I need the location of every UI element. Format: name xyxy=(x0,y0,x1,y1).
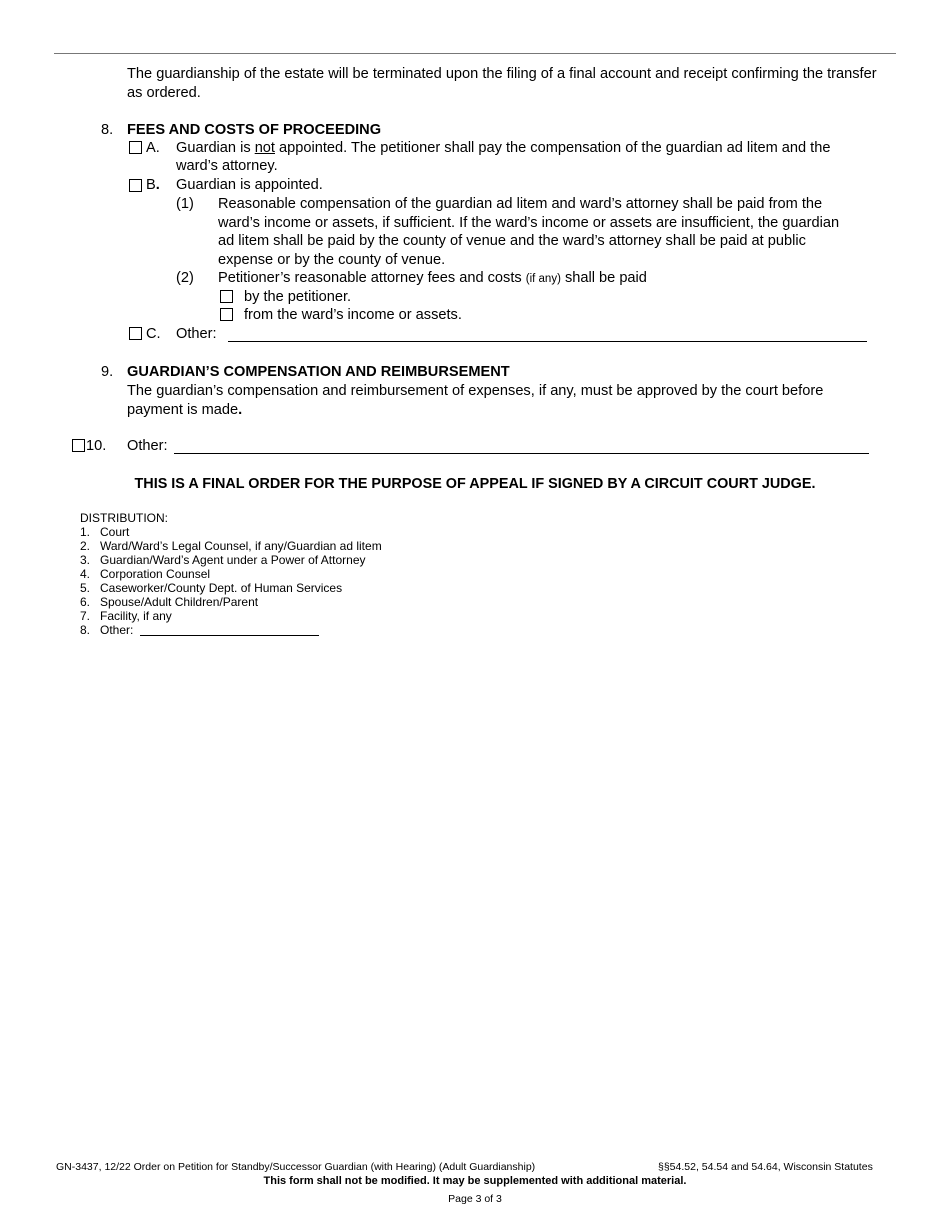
section-8-title: FEES AND COSTS OF PROCEEDING xyxy=(127,122,382,138)
section-10-input-line[interactable] xyxy=(174,453,869,454)
fees-b-item-2-text: Petitioner’s reasonable attorney fees and costs (if any) shall be paid xyxy=(218,270,647,286)
list-item: 4. Corporation Counsel xyxy=(80,567,211,581)
footer-form-id: GN-3437, 12/22 Order on Petition for Standby/Successor Guardian (with Hearing) (Adult Guardianship) xyxy=(56,1161,536,1173)
fees-option-a-letter: A. xyxy=(146,140,160,156)
fees-b-item-1-number: (1) xyxy=(176,196,194,212)
fees-option-a-checkbox[interactable] xyxy=(129,141,142,154)
fees-option-a-text-line2: ward’s attorney. xyxy=(176,158,278,174)
list-item: 3. Guardian/Ward’s Agent under a Power of Attorney xyxy=(80,553,366,567)
fees-option-c-checkbox[interactable] xyxy=(129,327,142,340)
paid-from-ward-assets-label: from the ward’s income or assets. xyxy=(244,307,462,323)
section-9-title: GUARDIAN’S COMPENSATION AND REIMBURSEMENT xyxy=(127,364,510,380)
section-9-number: 9. xyxy=(101,364,114,380)
section-10-number: 10. xyxy=(86,438,107,454)
section-10-checkbox[interactable] xyxy=(72,439,85,452)
fees-option-b-text: Guardian is appointed. xyxy=(176,177,323,193)
paid-by-petitioner-label: by the petitioner. xyxy=(244,289,352,305)
footer-notice: This form shall not be modified. It may be supplemented with additional material. xyxy=(263,1175,687,1187)
footer-statutes: §§54.52, 54.54 and 54.64, Wisconsin Statutes xyxy=(658,1161,873,1173)
fees-option-b-letter: B. xyxy=(146,177,160,193)
distribution-heading: DISTRIBUTION: xyxy=(80,511,169,525)
list-item: 8. Other: xyxy=(80,623,382,637)
list-item: 1. Court xyxy=(80,525,130,539)
fees-option-c-label: Other: xyxy=(176,326,217,342)
fees-b-item-2-number: (2) xyxy=(176,270,194,286)
page-number: Page 3 of 3 xyxy=(448,1193,502,1205)
section-9-text-line-1: The guardian’s compensation and reimbursement of expenses, if any, must be approved by the court before xyxy=(127,383,824,399)
section-8-number: 8. xyxy=(101,122,114,138)
fees-option-b-checkbox[interactable] xyxy=(129,179,142,192)
fees-option-a-text: Guardian is not appointed. The petitioner shall pay the compensation of the guardian ad litem and the xyxy=(176,140,831,156)
top-rule xyxy=(54,53,896,54)
fees-b-item-1-line-2: ward’s income or assets, if sufficient. If the ward’s income or assets are insufficient, the guardian xyxy=(218,214,840,231)
paid-by-petitioner-checkbox[interactable] xyxy=(220,290,233,303)
fees-b-item-1-line-1: Reasonable compensation of the guardian ad litem and ward’s attorney shall be paid from the xyxy=(218,196,823,212)
section-10-label: Other: xyxy=(127,438,168,454)
list-item: 6. Spouse/Adult Children/Parent xyxy=(80,595,259,609)
list-item: 2. Ward/Ward’s Legal Counsel, if any/Guardian ad litem xyxy=(80,539,382,553)
distribution-list xyxy=(80,525,382,637)
final-order-statement: THIS IS A FINAL ORDER FOR THE PURPOSE OF APPEAL IF SIGNED BY A CIRCUIT COURT JUDGE. xyxy=(134,476,816,492)
intro-paragraph: The guardianship of the estate will be terminated upon the filing of a final account and receipt confirming the transfer as ordered. xyxy=(127,66,877,101)
paid-from-ward-assets-checkbox[interactable] xyxy=(220,308,233,321)
list-item: 7. Facility, if any xyxy=(80,609,172,623)
fees-option-c-letter: C. xyxy=(146,326,161,342)
section-9-text-line-2: payment is made. xyxy=(127,401,243,418)
fees-b-item-1-line-4: expense or by the county of venue. xyxy=(218,251,446,268)
distribution-other-input-line[interactable] xyxy=(140,635,319,636)
list-item: 5. Caseworker/County Dept. of Human Services xyxy=(80,581,343,595)
fees-other-input-line[interactable] xyxy=(228,341,867,342)
fees-b-item-1-line-3: ad litem shall be paid by the county of venue and the ward’s attorney shall be paid at public xyxy=(218,233,806,249)
